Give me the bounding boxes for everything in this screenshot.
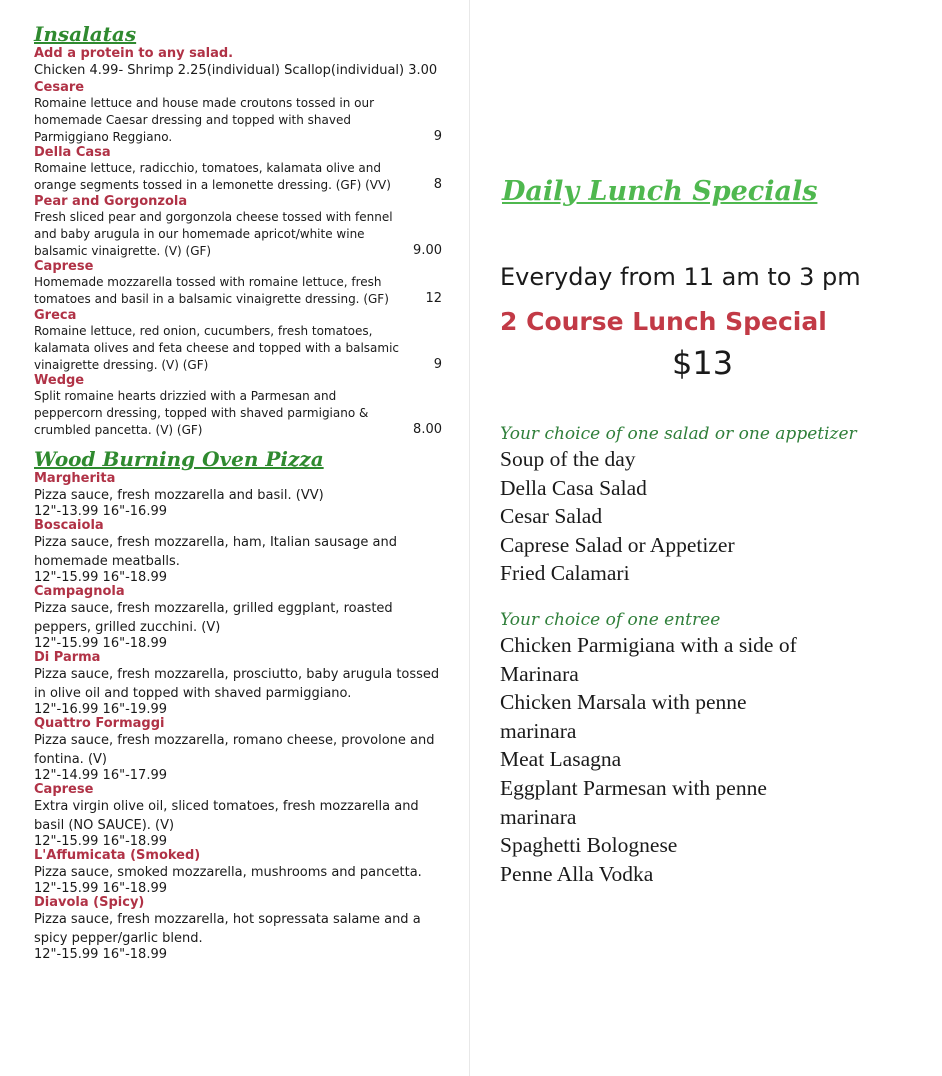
specials-title: Daily Lunch Specials: [502, 176, 818, 207]
salad-price: 12: [425, 291, 442, 307]
course-title: 2 Course Lunch Special: [500, 307, 827, 336]
pizza-price: 12"-13.99 16"-16.99: [34, 503, 167, 519]
pizza-name: Quattro Formaggi: [34, 715, 165, 731]
lunch-option: Caprese Salad or Appetizer: [500, 532, 735, 557]
pizza-item: [34, 782, 442, 848]
salad-price: 8.00: [413, 421, 442, 437]
pizza-description: Pizza sauce, fresh mozzarella and basil. (VV): [34, 487, 324, 503]
special-price: $13: [672, 344, 734, 382]
salad-price: 9: [433, 128, 442, 144]
salad-row: [34, 323, 442, 373]
pizza-description: Pizza sauce, smoked mozzarella, mushrooms and pancetta.: [34, 864, 422, 880]
salad-item: [34, 373, 442, 438]
pizza-item: [34, 584, 442, 650]
pizza-description: Extra virgin olive oil, sliced tomatoes, fresh mozzarella and basil (NO SAUCE). (V): [34, 798, 419, 833]
choice-one-options: [500, 445, 910, 588]
salad-price: 9.00: [413, 242, 442, 258]
protein-note-title: Add a protein to any salad.: [34, 46, 234, 61]
salad-row: [34, 209, 442, 259]
salad-item: [34, 308, 442, 373]
pizza-description: Pizza sauce, fresh mozzarella, prosciutto, baby arugula tossed in olive oil and topped with shaved parmiggiano.: [34, 666, 440, 701]
pizza-item: [34, 848, 442, 895]
pizza-name: Boscaiola: [34, 517, 104, 533]
lunch-option: marinara: [500, 804, 577, 829]
lunch-option: Cesar Salad: [500, 504, 603, 529]
pizza-item: [34, 518, 442, 584]
lunch-option: Marinara: [500, 661, 579, 686]
salad-row: [34, 160, 442, 194]
salad-description: Split romaine hearts drizzied with a Parmesan and peppercorn dressing, topped with shaved parmigiano & crumbled pancetta. (V) (GF): [34, 389, 369, 437]
pizza-description: Pizza sauce, fresh mozzarella, hot sopressata salame and a spicy pepper/garlic blend.: [34, 911, 421, 946]
pizza-description: Pizza sauce, fresh mozzarella, romano cheese, provolone and fontina. (V): [34, 732, 435, 767]
lunch-option: Della Casa Salad: [500, 475, 647, 500]
lunch-option: Eggplant Parmesan with penne: [500, 775, 767, 800]
pizza-title: Wood Burning Oven Pizza: [34, 446, 324, 471]
salad-name: Caprese: [34, 259, 94, 275]
pizza-price: 12"-15.99 16"-18.99: [34, 946, 167, 962]
pizza-price: 12"-15.99 16"-18.99: [34, 880, 167, 896]
lunch-option: Spaghetti Bolognese: [500, 833, 678, 858]
lunch-option: Fried Calamari: [500, 561, 630, 586]
pizza-price: 12"-15.99 16"-18.99: [34, 833, 167, 849]
pizza-item: [34, 716, 442, 782]
salad-row: [34, 388, 442, 438]
salad-name: Della Casa: [34, 145, 111, 161]
left-menu-column: [34, 22, 442, 961]
salad-list: [34, 80, 442, 439]
lunch-option: Chicken Parmigiana with a side of: [500, 632, 797, 657]
lunch-option: Soup of the day: [500, 447, 636, 471]
lunch-specials-column: [500, 172, 910, 888]
pizza-list: [34, 471, 442, 961]
pizza-name: Diavola (Spicy): [34, 894, 145, 910]
pizza-price: 12"-14.99 16"-17.99: [34, 767, 167, 783]
salad-item: [34, 194, 442, 259]
pizza-description: Pizza sauce, fresh mozzarella, ham, Italian sausage and homemade meatballs.: [34, 534, 397, 569]
lunch-option: Chicken Marsala with penne: [500, 690, 747, 715]
choice-two-options: [500, 631, 910, 888]
salad-description: Homemade mozzarella tossed with romaine lettuce, fresh tomatoes and basil in a balsamic vinaigrette dressing. (GF): [34, 275, 389, 307]
salad-name: Wedge: [34, 373, 85, 389]
insalatas-title: Insalatas: [34, 22, 137, 46]
salad-name: Pear and Gorgonzola: [34, 193, 188, 209]
pizza-price: 12"-15.99 16"-18.99: [34, 635, 167, 651]
pizza-description: Pizza sauce, fresh mozzarella, grilled eggplant, roasted peppers, grilled zucchini. (V): [34, 600, 393, 635]
salad-price: 8: [433, 177, 442, 193]
salad-item: [34, 145, 442, 194]
salad-row: [34, 274, 442, 308]
pizza-item: [34, 650, 442, 716]
salad-name: Cesare: [34, 80, 85, 95]
salad-item: [34, 80, 442, 145]
salad-row: [34, 95, 442, 145]
pizza-name: Campagnola: [34, 583, 125, 599]
salad-description: Romaine lettuce and house made croutons tossed in our homemade Caesar dressing and topped with shaved Parmiggiano Reggiano.: [34, 96, 375, 144]
specials-hours: Everyday from 11 am to 3 pm: [500, 263, 861, 291]
choice-one-label: Your choice of one salad or one appetizer: [500, 424, 857, 444]
pizza-price: 12"-16.99 16"-19.99: [34, 701, 167, 717]
protein-note-text: Chicken 4.99- Shrimp 2.25(individual) Scallop(individual) 3.00: [34, 63, 438, 78]
lunch-option: marinara: [500, 718, 577, 743]
salad-name: Greca: [34, 307, 77, 323]
choice-two-label: Your choice of one entree: [500, 609, 721, 630]
pizza-name: Margherita: [34, 470, 116, 486]
salad-price: 9: [433, 356, 442, 372]
pizza-item: [34, 471, 442, 518]
pizza-name: Di Parma: [34, 649, 101, 665]
salad-item: [34, 259, 442, 308]
salad-description: Fresh sliced pear and gorgonzola cheese tossed with fennel and baby arugula in our homemade apricot/white wine balsamic vinaigrette. (V) (GF): [34, 209, 393, 258]
lunch-option: Meat Lasagna: [500, 747, 622, 772]
page-fold: [469, 0, 470, 1076]
salad-description: Romaine lettuce, red onion, cucumbers, fresh tomatoes, kalamata olives and feta cheese and topped with a balsamic vinaigrette dressing. (V) (GF): [34, 323, 400, 372]
pizza-item: [34, 895, 442, 961]
pizza-name: Caprese: [34, 781, 94, 797]
pizza-name: L'Affumicata (Smoked): [34, 847, 201, 863]
salad-description: Romaine lettuce, radicchio, tomatoes, kalamata olive and orange segments tossed in a lemonette dressing. (GF) (VV): [34, 161, 391, 193]
lunch-option: Penne Alla Vodka: [500, 861, 654, 886]
pizza-price: 12"-15.99 16"-18.99: [34, 569, 167, 585]
